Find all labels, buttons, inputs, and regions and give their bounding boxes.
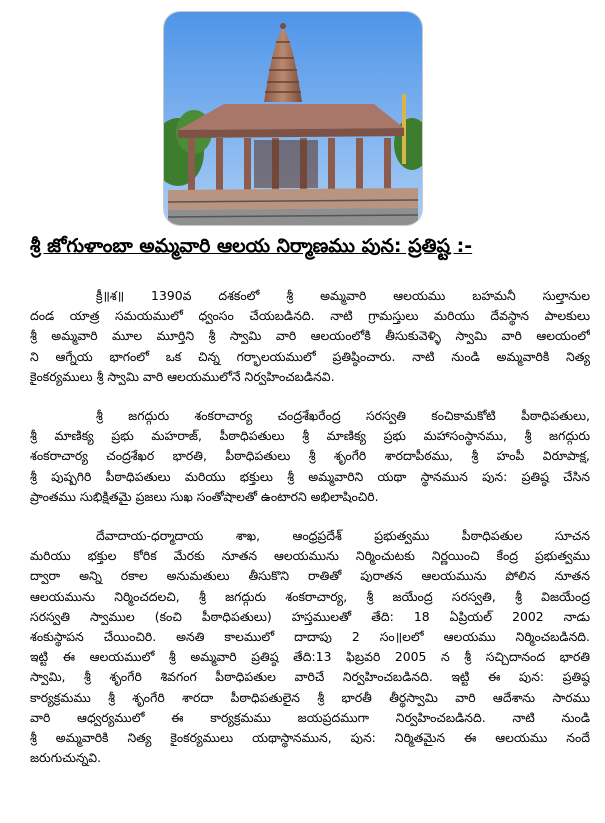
text-line: సరస్వతి స్వాముల (కంచి పీఠాధిపతులు) హస్తములతో తేది: 18 ఏప్రియల్ 2002 నాడు <box>30 608 590 624</box>
text-line: శంకరాచార్య చంద్రశేఖర భారతి, పీఠాధిపతులు శ్రీ శృంగేరి శారదాపీఠము, శ్రీ హంపీ విరూపాక్ష, <box>30 448 590 464</box>
temple-illustration <box>164 12 422 225</box>
text-line: శంకుస్థాపన చేయించిరి. అనతి కాలములో దాదాపు 2 సం॥లలో ఆలయము నిర్మించబడినది. <box>30 629 590 645</box>
text-line: దేవాదాయ-ధర్మాదాయ శాఖ, ఆంధ్రప్రదేశ్ ప్రభుత్వము పీఠాధిపతుల సూచన <box>96 528 590 544</box>
text-line: ఆలయమును నిర్మించదలచి, శ్రీ జగద్గురు శంకరాచార్య, శ్రీ జయేంద్ర సరస్వతి, శ్రీ విజయేంద్ర <box>30 588 590 604</box>
paragraph-reconstruction <box>30 526 590 768</box>
paragraph-pontiffs <box>30 406 590 507</box>
text-line: శ్రీ మాణిక్య ప్రభు మహరాజ్, పీఠాధిపతులు శ్రీ మాణిక్య ప్రభు మహాసంస్థానము, శ్రీ జగద్గురు <box>30 428 590 444</box>
text-line: క్రీ॥శ॥ 1390వ దశకంలో శ్రీ అమ్మవారి ఆలయము బహమనీ సుల్తానుల <box>96 288 590 303</box>
text-line: స్వామి, శ్రీ శృంగేరి శివగంగ పీఠాధిపతుల వారిచే నిర్వహించబడినది. ఇట్టి ఈ పున: ప్రతిష్ఠ <box>30 669 590 685</box>
text-line: ప్రాంతము సుభిక్షితమై ప్రజలు సుఖ సంతోషాలతో ఉంటారని అభిలాషించిరి. <box>30 488 379 504</box>
document-body <box>30 286 590 787</box>
text-line: శ్రీ జగద్గురు శంకరాచార్య చంద్రశేఖరేంద్ర సరస్వతి కంచికామకోటి పీఠాధిపతులు, <box>96 408 590 424</box>
temple-photo <box>164 12 422 225</box>
text-line: శ్రీ అమ్మవారికి నిత్య కైంకర్యములు యథాస్థానమున, పున: నిర్మితమైన ఈ ఆలయము నందే <box>30 730 590 746</box>
paragraph-history <box>30 286 590 387</box>
page-heading: శ్రీ జోగుళాంబా అమ్మవారి ఆలయ నిర్మాణము పున: ప్రతిష్ట :- <box>30 235 473 257</box>
text-line: కార్యక్రమము శ్రీ శృంగేరి శారదా పీఠాధిపతులైన శ్రీ భారతీ తీర్థస్వామి వారి ఆదేశాను సారము <box>30 689 590 705</box>
text-line: వారి ఆధ్వర్యములో ఈ కార్యక్రమము జయప్రదముగా నిర్వహించబడినది. నాటి నుండి <box>30 709 590 725</box>
text-line: ద్వారా అన్ని రకాల అనుమతులు తీసుకొని రాతితో పురాతన ఆలయమును పోలిన నూతన <box>30 568 590 584</box>
text-line: శ్రీ పుష్పగిరి పీఠాధిపతులు మరియు భక్తులు శ్రీ అమ్మవారిని యథా స్థానమున పున: ప్రతిష్ఠ చేసిన <box>30 468 590 484</box>
text-line: కైంకర్యములు శ్రీ స్వామి వారి ఆలయములోనే నిర్వహించబడినవి. <box>30 368 335 384</box>
text-line: ఇట్టి ఈ ఆలయములో శ్రీ అమ్మవారి ప్రతిష్ఠ తేది:13 ఫిబ్రవరి 2005 న శ్రీ సచ్చిదానంద భారతి <box>30 649 590 665</box>
text-line: జరుగుచున్నవి. <box>30 750 102 766</box>
text-line: దండ యాత్ర సమయములో ధ్వంసం చేయబడినది. నాటి గ్రామస్తులు మరియు దేవస్థాన పాలకులు <box>30 308 590 324</box>
text-line: ని ఆగ్నేయ భాగంలో ఒక చిన్న గర్భాలయములో ప్రతిష్ఠించారు. నాటి నుండి అమ్మవారికి నిత్య <box>30 348 590 364</box>
text-line: శ్రీ అమ్మవారి మూల మూర్తిని శ్రీ స్వామి వారి ఆలయంలోకి తీసుకువెళ్ళి స్వామి వారి ఆలయంలో <box>30 328 590 344</box>
text-line: మరియు భక్తుల కోరిక మేరకు నూతన ఆలయమును నిర్మించుటకు నిర్ణయించి కేంద్ర ప్రభుత్వము <box>30 548 590 564</box>
